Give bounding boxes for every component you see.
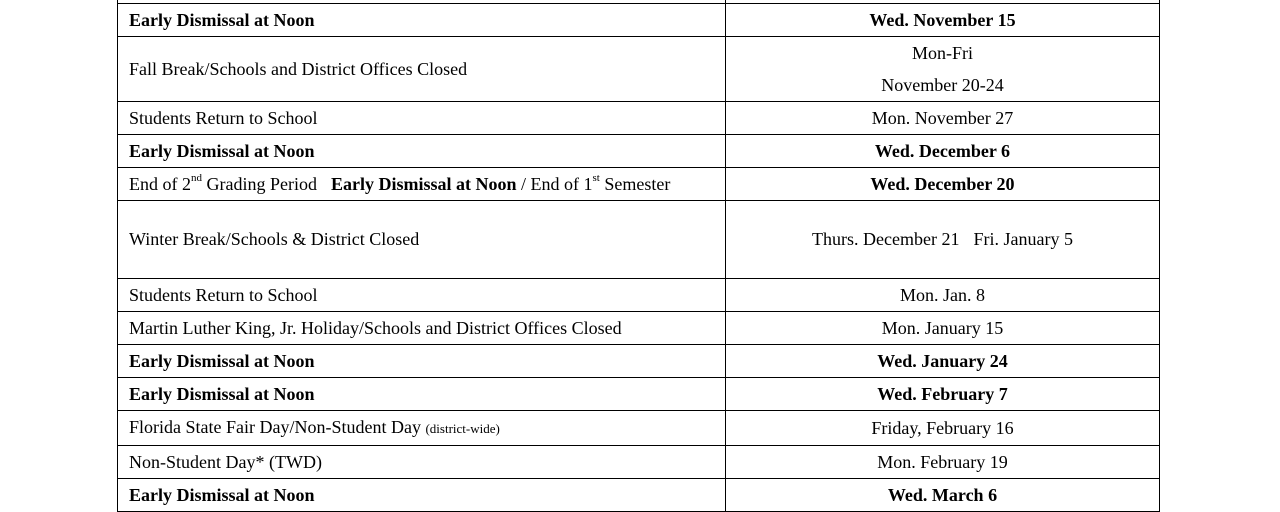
table-row: [118, 3, 1160, 36]
event-cell: [118, 167, 726, 200]
table-row: [118, 377, 1160, 410]
event-text: / End of 1: [516, 173, 593, 194]
table-row: [118, 410, 1160, 445]
ordinal-suffix: nd: [191, 171, 202, 184]
table-row: [118, 311, 1160, 344]
date-cell: Wed. December 20: [726, 167, 1160, 200]
event-text: Florida State Fair Day/Non-Student Day: [129, 416, 421, 437]
date-cell: Wed. November 15: [726, 3, 1160, 36]
table-row: [118, 167, 1160, 200]
event-text: End of 2: [129, 173, 191, 194]
table-row: [118, 478, 1160, 511]
table-row: [118, 200, 1160, 278]
date-text: Thurs. December 21: [812, 229, 960, 249]
date-cell: Mon. Jan. 8: [726, 278, 1160, 311]
table-row: [118, 36, 1160, 101]
event-cell: Early Dismissal at Noon: [118, 344, 726, 377]
event-cell: Early Dismissal at Noon: [118, 134, 726, 167]
event-cell: Winter Break/Schools & District Closed: [118, 200, 726, 278]
table-row: [118, 101, 1160, 134]
event-cell: Fall Break/Schools and District Offices Closed: [118, 36, 726, 101]
date-cell: Friday, February 16: [726, 410, 1160, 445]
table-row: [118, 134, 1160, 167]
event-cell: Early Dismissal at Noon: [118, 377, 726, 410]
event-text: Grading Period: [202, 173, 317, 194]
date-cell: Mon. February 19: [726, 445, 1160, 478]
date-line: November 20-24: [881, 74, 1004, 95]
date-cell: Wed. January 24: [726, 344, 1160, 377]
date-cell: Wed. March 6: [726, 478, 1160, 511]
event-cell: Early Dismissal at Noon: [118, 478, 726, 511]
date-cell: [726, 36, 1160, 101]
event-cell: Students Return to School: [118, 101, 726, 134]
event-text-bold: Early Dismissal at Noon: [330, 173, 517, 194]
table-row: [118, 344, 1160, 377]
date-cell: Wed. December 6: [726, 134, 1160, 167]
calendar-table: [117, 0, 1160, 512]
date-cell: Mon. November 27: [726, 101, 1160, 134]
event-note: (district-wide): [425, 420, 500, 436]
event-text: Semester: [599, 173, 671, 194]
date-line: Mon-Fri: [911, 42, 973, 63]
table-row: [118, 278, 1160, 311]
ordinal-suffix: st: [592, 171, 600, 184]
table-row: [118, 445, 1160, 478]
date-text: Fri. January 5: [973, 229, 1073, 249]
event-cell: Non-Student Day* (TWD): [118, 445, 726, 478]
date-cell: [726, 200, 1160, 278]
event-cell: Martin Luther King, Jr. Holiday/Schools and District Offices Closed: [118, 311, 726, 344]
date-cell: Wed. February 7: [726, 377, 1160, 410]
date-cell: Mon. January 15: [726, 311, 1160, 344]
event-cell: Early Dismissal at Noon: [118, 3, 726, 36]
event-cell: Students Return to School: [118, 278, 726, 311]
event-cell: [118, 410, 726, 445]
